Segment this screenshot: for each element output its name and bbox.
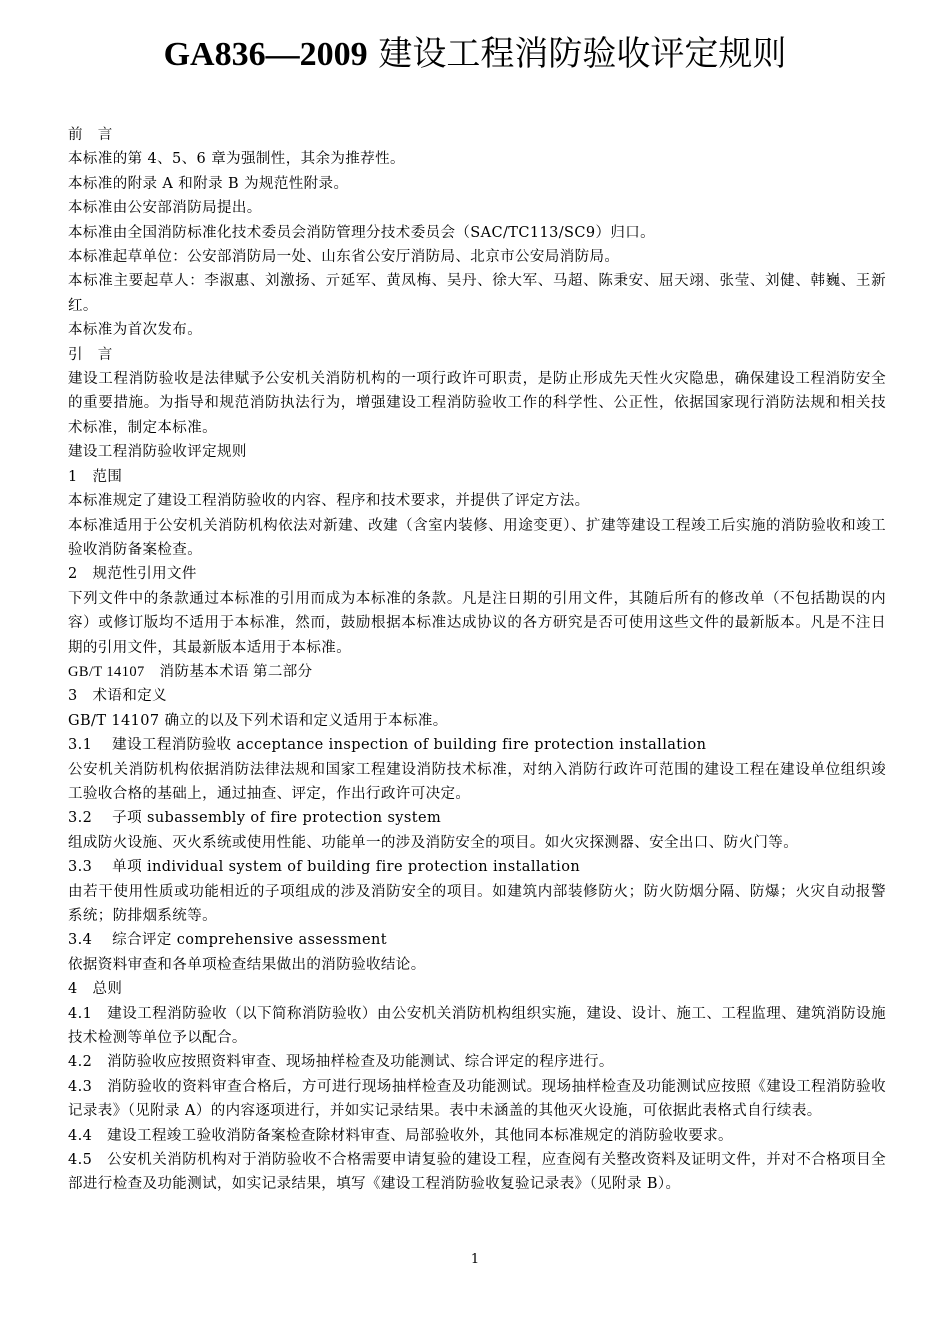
standard-code: GA836—2009 [163, 36, 368, 73]
paragraph: 本标准为首次发布。 [68, 322, 203, 339]
paragraph: 本标准规定了建设工程消防验收的内容、程序和技术要求，并提供了评定方法。 [68, 493, 590, 510]
paragraph: 公安机关消防机构依据消防法律法规和国家工程建设消防技术标准，对纳入消防行政许可范围的建设工程在建设单位组织竣工验收合格的基础上，通过抽查、评定，作出行政许可决定。 [68, 761, 886, 802]
term-3-4: 3.4 综合评定 comprehensive assessment [68, 932, 387, 949]
heading-foreword: 前 言 [68, 127, 113, 143]
clause-4-1: 4.1 建设工程消防验收（以下简称消防验收）由公安机关消防机构组织实施，建设、设计、施工、工程监理、建筑消防设施技术检测等单位予以配合。 [68, 1005, 886, 1047]
title-text: 建设工程消防验收评定规则 [367, 34, 787, 74]
paragraph: 本标准起草单位：公安部消防局一处、山东省公安厅消防局、北京市公安局消防局。 [68, 249, 620, 266]
clause-4-4: 4.4 建设工程竣工验收消防备案检查除材料审查、局部验收外，其他同本标准规定的消防验收要求。 [68, 1127, 733, 1144]
term-3-3: 3.3 单项 individual system of building fire protection installation [68, 859, 581, 876]
clause-4-5: 4.5 公安机关消防机构对于消防验收不合格需要申请复验的建设工程，应查阅有关整改资料及证明文件，并对不合格项目全部进行检查及功能测试，如实记录结果，填写《建设工程消防验收复验记录表》（见附录 B）。 [68, 1152, 886, 1193]
term-3-1: 3.1 建设工程消防验收 acceptance inspection of building fire protection installation [68, 737, 707, 754]
paragraph: GB/T 14107 确立的以及下列术语和定义适用于本标准。 [68, 712, 448, 729]
page-number: 1 [470, 1252, 480, 1267]
paragraph: 下列文件中的条款通过本标准的引用而成为本标准的条款。凡是注日期的引用文件，其随后所有的修改单（不包括勘误的内容）或修订版均不适用于本标准，然而，鼓励根据本标准达成协议的各方研究是否可使用这些文件的最新版本。凡是不注日期的引用文件，其最新版本适用于本标准。 [68, 590, 886, 656]
term-3-2: 3.2 子项 subassembly of fire protection system [68, 810, 442, 827]
heading-introduction: 引 言 [68, 346, 113, 363]
reference-line: GB/T 14107 消防基本术语 第二部分 [68, 663, 313, 680]
paragraph: 本标准的第 4、5、6 章为强制性，其余为推荐性。 [68, 151, 405, 168]
heading-section-2: 2 规范性引用文件 [68, 566, 197, 583]
paragraph: 本标准适用于公安机关消防机构依法对新建、改建（含室内装修、用途变更）、扩建等建设工程竣工后实施的消防验收和竣工验收消防备案检查。 [68, 517, 886, 558]
paragraph: 建设工程消防验收是法律赋予公安机关消防机构的一项行政许可职责，是防止形成先天性火灾隐患，确保建设工程消防安全的重要措施。为指导和规范消防执法行为，增强建设工程消防验收工作的科学性、公正性，依据国家现行消防法规和相关技术标准，制定本标准。 [68, 371, 886, 436]
document-title [0, 30, 950, 79]
section-title: 建设工程消防验收评定规则 [68, 444, 247, 461]
clause-4-3: 4.3 消防验收的资料审查合格后，方可进行现场抽样检查及功能测试。现场抽样检查及功能测试应按照《建设工程消防验收记录表》（见附录 A）的内容逐项进行，并如实记录结果。表中未涵盖的其他灭火设施，可依据此表格式自行续表。 [68, 1078, 886, 1120]
paragraph: 本标准的附录 A 和附录 B 为规范性附录。 [68, 175, 349, 192]
paragraph: 组成防火设施、灭火系统或使用性能、功能单一的涉及消防安全的项目。如火灾探测器、安全出口、防火门等。 [68, 834, 799, 851]
heading-section-3: 3 术语和定义 [68, 688, 168, 705]
paragraph: 依据资料审查和各单项检查结果做出的消防验收结论。 [68, 956, 426, 973]
paragraph: 由若干使用性质或功能相近的子项组成的涉及消防安全的项目。如建筑内部装修防火；防火防烟分隔、防爆；火灾自动报警系统；防排烟系统等。 [68, 883, 886, 924]
document-body [68, 123, 886, 1197]
clause-4-2: 4.2 消防验收应按照资料审查、现场抽样检查及功能测试、综合评定的程序进行。 [68, 1054, 614, 1071]
heading-section-4: 4 总则 [68, 981, 123, 998]
heading-section-1: 1 范围 [68, 468, 123, 485]
paragraph: 本标准由公安部消防局提出。 [68, 200, 262, 217]
paragraph: 本标准由全国消防标准化技术委员会消防管理分技术委员会（SAC/TC113/SC9）归口。 [68, 224, 656, 241]
paragraph: 本标准主要起草人：李淑惠、刘激扬、亓延军、黄凤梅、吴丹、徐大军、马超、陈秉安、屈天翊、张莹、刘健、韩巍、王新红。 [68, 273, 886, 314]
